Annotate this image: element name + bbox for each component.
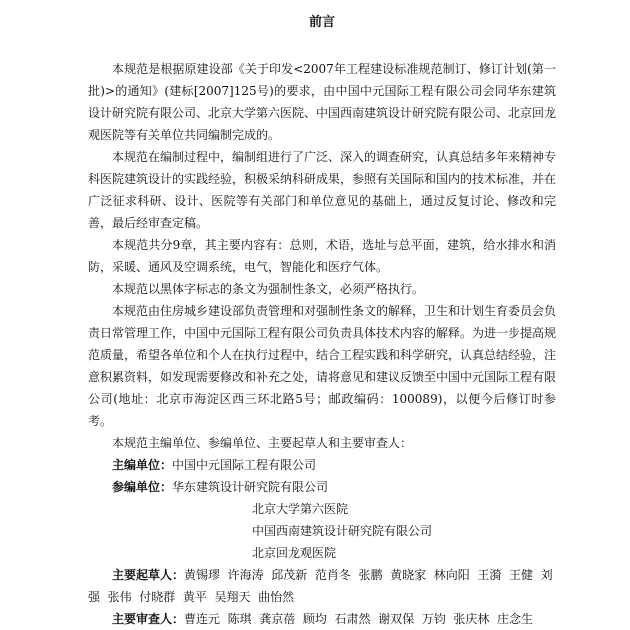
page-title: 前言 [308, 15, 335, 30]
participating-unit-1: 华东建筑设计研究院有限公司 [172, 480, 329, 494]
paragraph-basis: 本规范是根据原建设部《关于印发<2007年工程建设标准规范制订、修订计划(第一批)>的通知》(建标[2007]125号)的要求，由中国中元国际工程有限公司会同华东建筑设计研究院有限公司、北京大学第六医院、中国西南建筑设计研究院有限公司、北京回龙观医院等有关单位共同编制完成的。 [88, 62, 557, 142]
chief-unit-value: 中国中元国际工程有限公司 [172, 458, 317, 472]
drafters-label: 主要起草人： [112, 568, 185, 582]
paragraph-process: 本规范在编制过程中，编制组进行了广泛、深入的调查研究，认真总结多年来精神专科医院建筑设计的实践经验，积极采纳科研成果，参照有关国际和国内的技术标准，并在广泛征求科研、设计、医院等有关部门和单位意见的基础上，通过反复讨论、修改和完善，最后经审查定稿。 [88, 150, 557, 230]
participating-unit-4: 北京回龙观医院 [252, 546, 337, 560]
participating-unit-3: 中国西南建筑设计研究院有限公司 [252, 524, 433, 538]
reviewers-names: 曹连元 陈琪 龚京蓓 顾均 石肃然 谢双保 万钧 张庆林 庄念生 [184, 612, 534, 626]
participating-units-label: 参编单位： [112, 480, 173, 494]
chief-unit-line [88, 454, 556, 476]
drafters-line [88, 564, 556, 608]
participating-unit-2: 北京大学第六医院 [252, 502, 349, 516]
paragraph-units-intro: 本规范主编单位、参编单位、主要起草人和主要审查人： [112, 436, 413, 450]
reviewers-line [88, 608, 556, 630]
participating-units-line [88, 476, 556, 498]
chief-unit-label: 主编单位： [112, 458, 173, 472]
drafters-names: 黄锡璆 许海涛 邱茂新 范肖冬 张鹏 黄晓家 林向阳 王漪 王健 刘强 张伟 付晓群 黄平 吴翔天 曲怡然 [88, 568, 553, 604]
reviewers-label: 主要审查人： [112, 612, 185, 626]
paragraph-management: 本规范由住房城乡建设部负责管理和对强制性条文的解释，卫生和计划生育委员会负责日常管理工作，中国中元国际工程有限公司负责具体技术内容的解释。为进一步提高规范质量，希望各单位和个人在执行过程中，结合工程实践和科学研究，认真总结经验，注意积累资料，如发现需要修改和补充之处，请将意见和建议反馈至中国中元国际工程有限公司(地址：北京市海淀区西三环北路5号；邮政编码：100089)，以便今后修订时参考。 [88, 304, 557, 428]
paragraph-mandatory: 本规范以黑体字标志的条文为强制性条文，必须严格执行。 [112, 282, 425, 296]
paragraph-contents: 本规范共分9章，其主要内容有：总则，术语，选址与总平面，建筑，给水排水和消防，采暖、通风及空调系统，电气，智能化和医疗气体。 [88, 238, 556, 274]
